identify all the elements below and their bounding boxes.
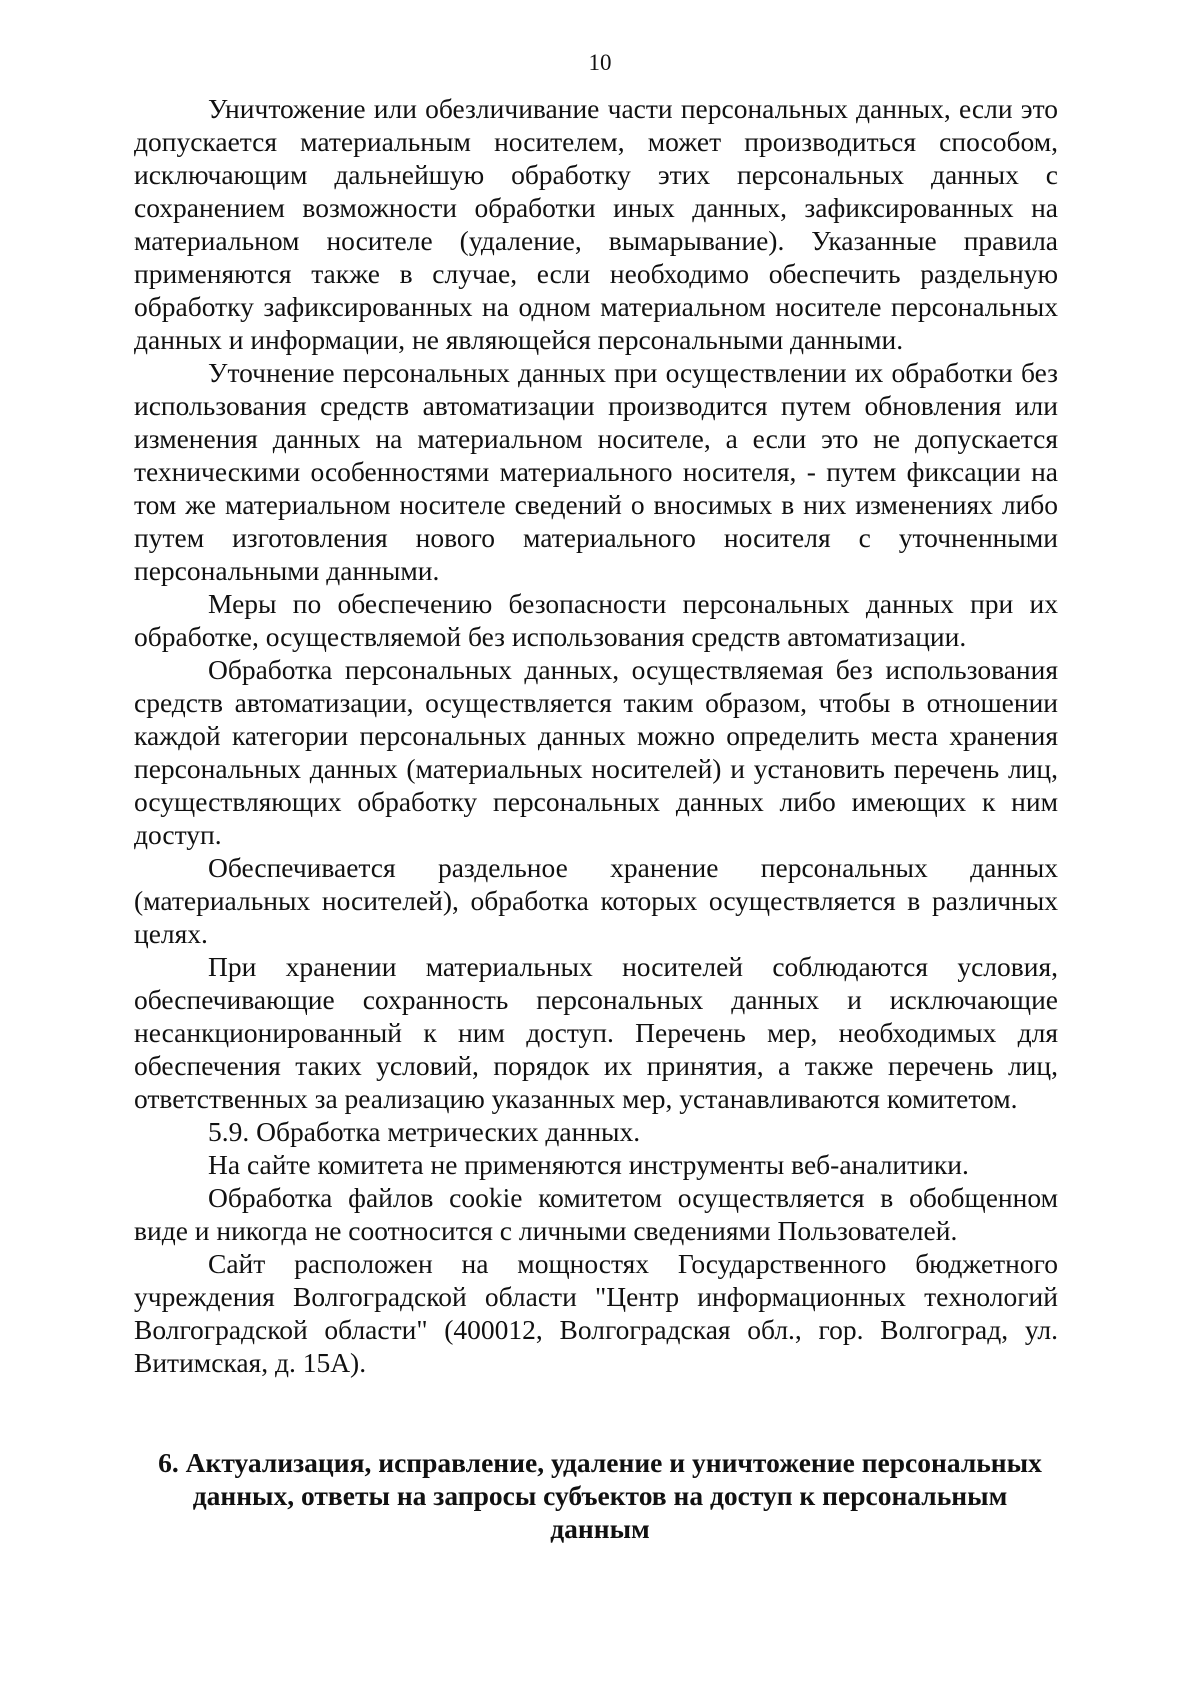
paragraph-web-analytics: На сайте комитета не применяются инструменты веб-аналитики. <box>208 1149 969 1180</box>
paragraph-clarification: Уточнение персональных данных при осуществлении их обработки без использования средств автоматизации производится путем обновления или изменения данных на материальном носителе, а если это не допускается техническими особенностями материального носителя, - путем фиксации на том же материальном носителе сведений о вносимых в них изменениях либо путем изготовления нового материального носителя с уточненными персональными данными. <box>134 357 1058 586</box>
paragraph-security-measures: Меры по обеспечению безопасности персональных данных при их обработке, осуществляемой без использования средств автоматизации. <box>134 588 1058 652</box>
paragraph-hosting: Сайт расположен на мощностях Государственного бюджетного учреждения Волгоградской области "Центр информационных технологий Волгоградской области" (400012, Волгоградская обл., гор. Волгоград, ул. Витимская, д. 15А). <box>134 1248 1058 1378</box>
section-heading: 6. Актуализация, исправление, удаление и уничтожение персональных данных, ответы на запросы субъектов на доступ к персональным данным <box>158 1447 1042 1544</box>
paragraph-destruction: Уничтожение или обезличивание части персональных данных, если это допускается материальным носителем, может производиться способом, исключающим дальнейшую обработку этих персональных данных с сохранением возможности обработки иных данных, зафиксированных на материальном носителе (удаление, вымарывание). Указанные правила применяются также в случае, если необходимо обеспечить раздельную обработку зафиксированных на одном материальном носителе персональных данных и информации, не являющейся персональными данными. <box>134 93 1058 355</box>
page-number: 10 <box>588 50 612 75</box>
paragraph-storage-conditions: При хранении материальных носителей соблюдаются условия, обеспечивающие сохранность персональных данных и исключающие несанкционированный к ним доступ. Перечень мер, необходимых для обеспечения таких условий, порядок их принятия, а также перечень лиц, ответственных за реализацию указанных мер, устанавливаются комитетом. <box>134 951 1058 1114</box>
body-text <box>134 92 1058 1379</box>
paragraph-metric-data-title: 5.9. Обработка метрических данных. <box>208 1116 641 1147</box>
paragraph-cookie: Обработка файлов cookie комитетом осуществляется в обобщенном виде и никогда не соотносится с личными сведениями Пользователей. <box>134 1182 1058 1246</box>
paragraph-processing-without-automation: Обработка персональных данных, осуществляемая без использования средств автоматизации, осуществляется таким образом, чтобы в отношении каждой категории персональных данных можно определить места хранения персональных данных (материальных носителей) и установить перечень лиц, осуществляющих обработку персональных данных либо имеющих к ним доступ. <box>134 654 1058 850</box>
paragraph-separate-storage: Обеспечивается раздельное хранение персональных данных (материальных носителей), обработка которых осуществляется в различных целях. <box>134 852 1058 949</box>
